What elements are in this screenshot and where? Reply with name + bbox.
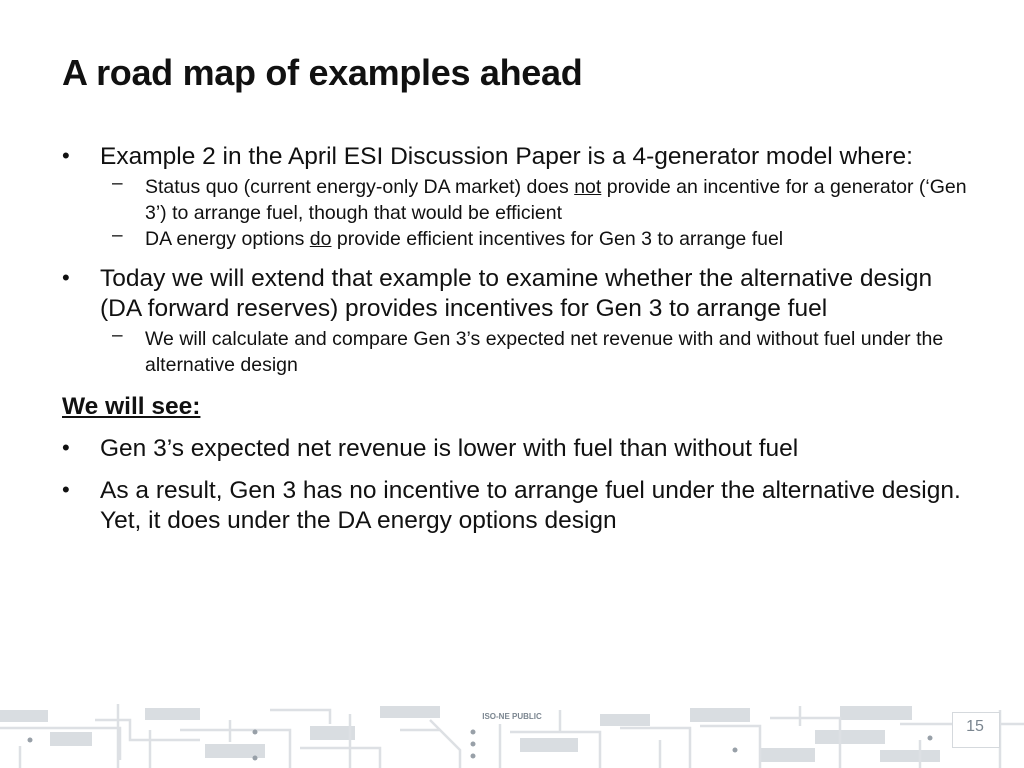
bullet-dot: •	[62, 435, 70, 460]
sub-bullet-list	[100, 174, 967, 252]
section-heading: We will see:	[62, 393, 201, 420]
bullet-lower-revenue	[62, 434, 967, 464]
sub-bullet-status-quo: – Status quo (current energy-only DA market) does not provide an incentive for a generator (‘Gen 3’) to arrange fuel, though that would be efficient	[112, 173, 967, 224]
sub-bullet-dash: –	[112, 325, 123, 346]
bullet-text: As a result, Gen 3 has no incentive to arrange fuel under the alternative design. Yet, it does under the DA energy options design	[100, 477, 961, 534]
bullet-result	[62, 476, 967, 536]
sub-bullet-list	[100, 326, 967, 378]
iso-ne-public-badge: ISO-NE PUBLIC	[478, 710, 546, 724]
sub-bullet-da-energy-options: – DA energy options do provide efficient incentives for Gen 3 to arrange fuel	[112, 225, 784, 250]
bullet-text: Example 2 in the April ESI Discussion Paper is a 4-generator model where:	[100, 143, 913, 170]
slide-content	[62, 142, 967, 536]
sub-bullet-dash: –	[112, 225, 123, 246]
slide-title: A road map of examples ahead	[62, 52, 583, 93]
bullet-dot: •	[62, 477, 70, 502]
bullet-dot: •	[62, 265, 70, 290]
bullet-text: Gen 3’s expected net revenue is lower with fuel than without fuel	[100, 435, 799, 462]
bullet-today	[62, 264, 967, 378]
bullet-text: Today we will extend that example to examine whether the alternative design (DA forward reserves) provides incentives for Gen 3 to arrange fuel	[100, 265, 933, 322]
bullet-dot: •	[62, 143, 70, 168]
sub-bullet-calculate: – We will calculate and compare Gen 3’s expected net revenue with and without fuel under the alternative design	[112, 325, 944, 376]
sub-bullet-dash: –	[112, 173, 123, 194]
bullet-example-2	[62, 142, 967, 252]
page-number: 15	[966, 718, 984, 735]
